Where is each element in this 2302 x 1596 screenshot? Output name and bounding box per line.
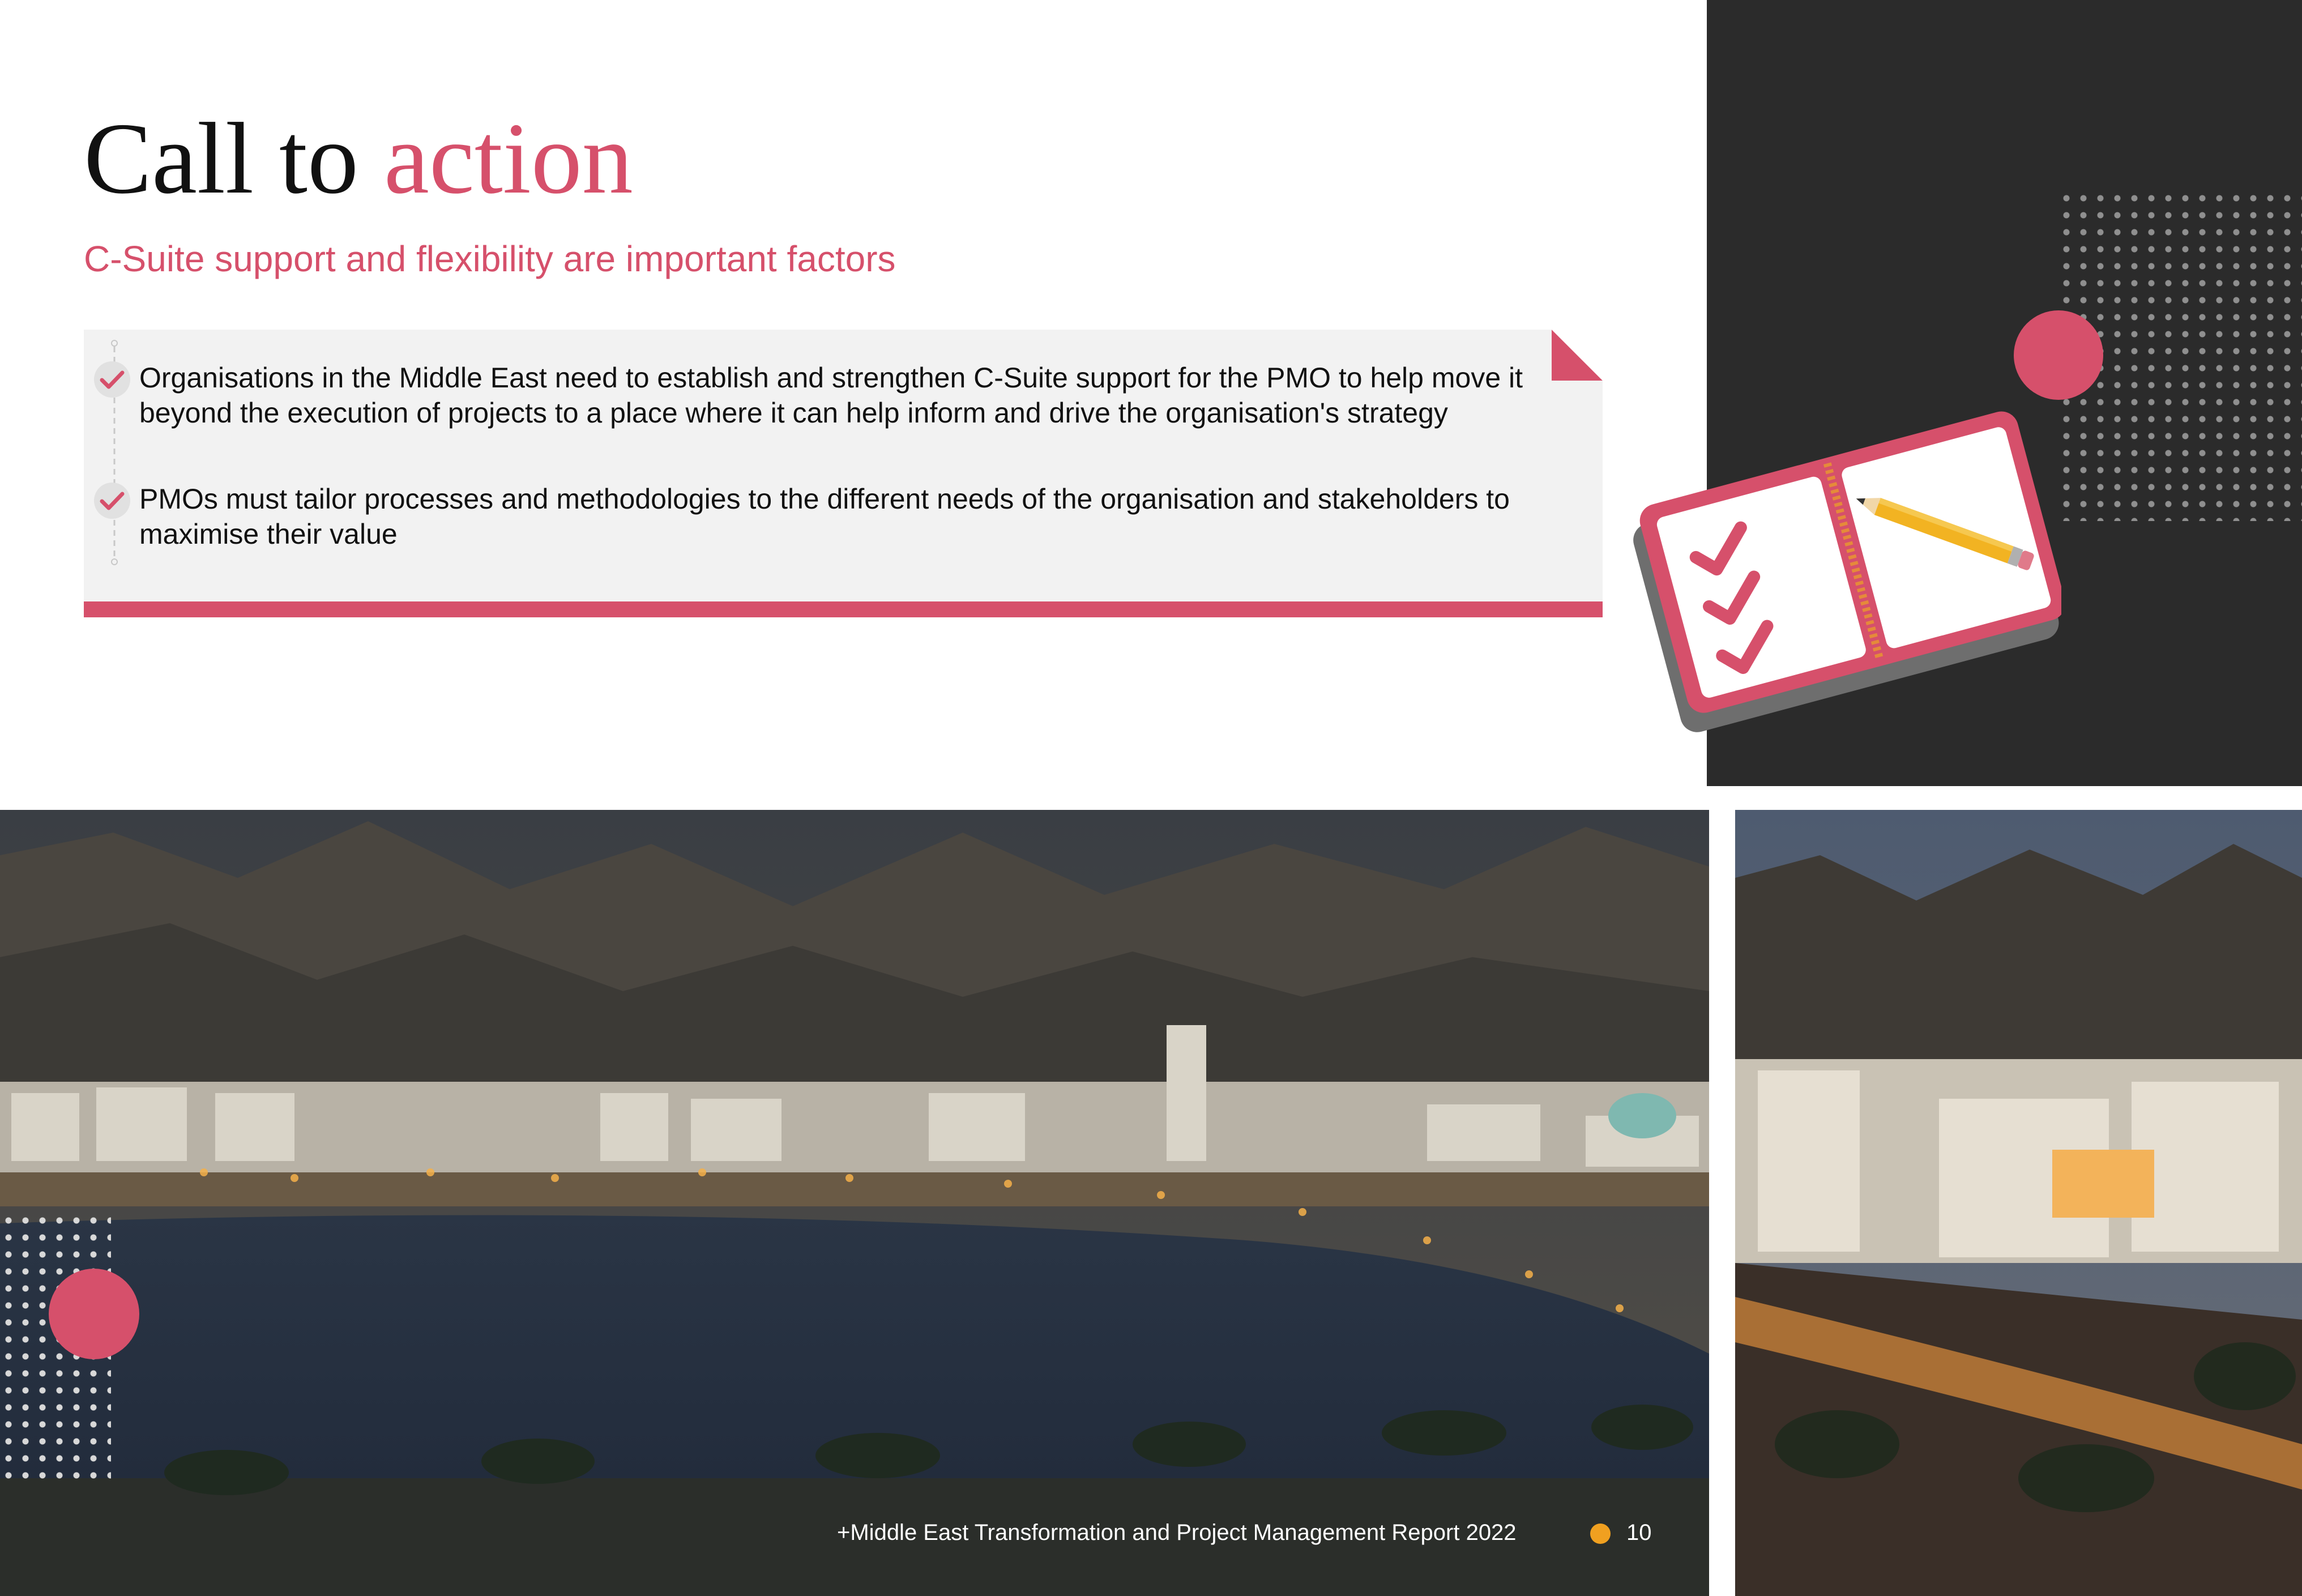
- title-part-1: Call to: [84, 102, 384, 215]
- bullet-item: PMOs must tailor processes and methodologies to the different needs of the organisation and stakeholders to maximise their value: [139, 483, 1510, 550]
- page-subtitle: C-Suite support and flexibility are important factors: [84, 238, 896, 279]
- page-number: 10: [1626, 1520, 1652, 1545]
- check-icon: [94, 361, 130, 398]
- decorative-pink-circle: [49, 1269, 139, 1359]
- page-title: [84, 102, 633, 215]
- check-icon: [94, 483, 130, 519]
- callout-corner-fold: [1552, 330, 1603, 381]
- city-street-photo: [1735, 810, 2302, 1596]
- footer-dot-icon: [1590, 1524, 1611, 1544]
- notebook-checklist-pencil-illustration: [1614, 391, 2061, 753]
- title-accent: action: [383, 102, 633, 215]
- decorative-pink-circle: [2014, 310, 2103, 400]
- callout-underline-bar: [84, 601, 1603, 617]
- bullet-item: Organisations in the Middle East need to establish and strengthen C-Suite support for the PMO to help move it beyond the execution of projects to a place where it can help inform and drive the organisation's strategy: [139, 362, 1523, 429]
- harbor-photo: [0, 810, 1709, 1596]
- footer-report-title: +Middle East Transformation and Project Management Report 2022: [837, 1520, 1517, 1545]
